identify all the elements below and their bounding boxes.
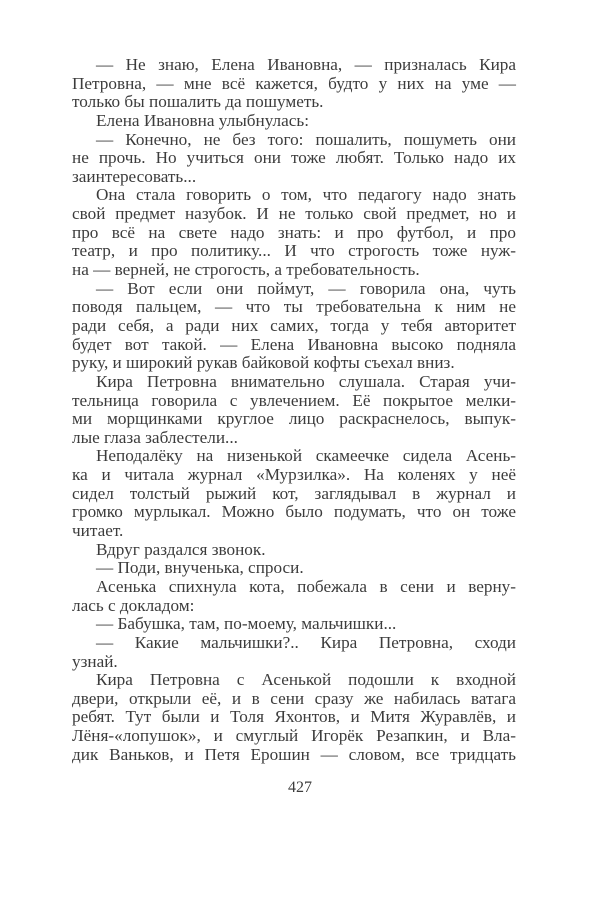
text-line: громко мурлыкал. Можно было подумать, что он тоже xyxy=(72,502,516,522)
text-line: Вдруг раздался звонок. xyxy=(96,539,266,559)
text-line: — Бабушка, там, по-моему, мальчишки... xyxy=(96,614,397,634)
text-line: — Не знаю, Елена Ивановна, — призналась Кира xyxy=(96,55,516,74)
text-line: лые глаза заблестели... xyxy=(72,427,238,447)
text-line: ради себя, а ради них самих, тогда у тебя авторитет xyxy=(72,315,516,335)
text-line: ребят. Тут были и Толя Яхонтов, и Митя Журавлёв, и xyxy=(72,707,516,727)
text-line: ми морщинками круглое лицо раскраснелось, выпук- xyxy=(72,409,516,429)
text-line: заинтересовать... xyxy=(72,166,197,186)
text-line: поводя пальцем, — что ты требовательна к ним не xyxy=(72,297,516,317)
text-line: Асенька спихнула кота, побежала в сени и верну- xyxy=(96,576,516,596)
text-line: Кира Петровна с Асенькой подошли к входной xyxy=(96,670,516,690)
text-line: двери, открыли её, и в сени сразу же набилась ватага xyxy=(72,688,516,708)
text-line: — Конечно, не без того: пошалить, пошуметь они xyxy=(96,129,516,149)
text-line: — Поди, внученька, спроси. xyxy=(96,558,304,578)
text-line: Она стала говорить о том, что педагогу надо знать xyxy=(96,185,516,205)
text-line: Петровна, — мне всё кажется, будто у них на уме — xyxy=(72,73,516,93)
page-body-text xyxy=(72,56,516,764)
text-line: Лёня-«лопушок», и смуглый Игорёк Резапкин, и Вла- xyxy=(72,726,516,746)
text-line: на — верней, не строгость, а требовательность. xyxy=(72,260,420,280)
text-line: читает. xyxy=(72,521,124,541)
text-line: театр, и про политику... И что строгость тоже нуж- xyxy=(72,241,516,261)
text-line: не прочь. Но учиться они тоже любят. Только надо их xyxy=(72,148,516,168)
text-line: лась с докладом: xyxy=(72,595,195,615)
text-line: Кира Петровна внимательно слушала. Старая учи- xyxy=(96,371,516,391)
text-line: тельница говорила с увлечением. Её покрытое мелки- xyxy=(72,390,516,410)
page-number: 427 xyxy=(288,779,312,796)
text-line: — Какие мальчишки?.. Кира Петровна, сходи xyxy=(96,632,516,652)
text-line: узнай. xyxy=(72,651,118,671)
text-line: дик Ваньков, и Петя Ерошин — словом, все тридцать xyxy=(72,744,516,764)
text-line: — Вот если они поймут, — говорила она, чуть xyxy=(96,278,516,298)
text-line: сидел толстый рыжий кот, заглядывал в журнал и xyxy=(72,483,516,503)
text-line: Неподалёку на низенькой скамеечке сидела Асень- xyxy=(96,446,516,466)
text-line: ка и читала журнал «Мурзилка». На коленях у неё xyxy=(72,465,516,485)
text-line: Елена Ивановна улыбнулась: xyxy=(96,110,309,130)
text-line: свой предмет назубок. И не только свой предмет, но и xyxy=(72,204,516,224)
text-line: про всё на свете надо знать: и про футбол, и про xyxy=(72,222,516,242)
text-line: только бы пошалить да пошуметь. xyxy=(72,92,324,112)
text-line: руку, и широкий рукав байковой кофты съехал вниз. xyxy=(72,353,455,373)
text-line: будет вот такой. — Елена Ивановна высоко подняла xyxy=(72,334,516,354)
